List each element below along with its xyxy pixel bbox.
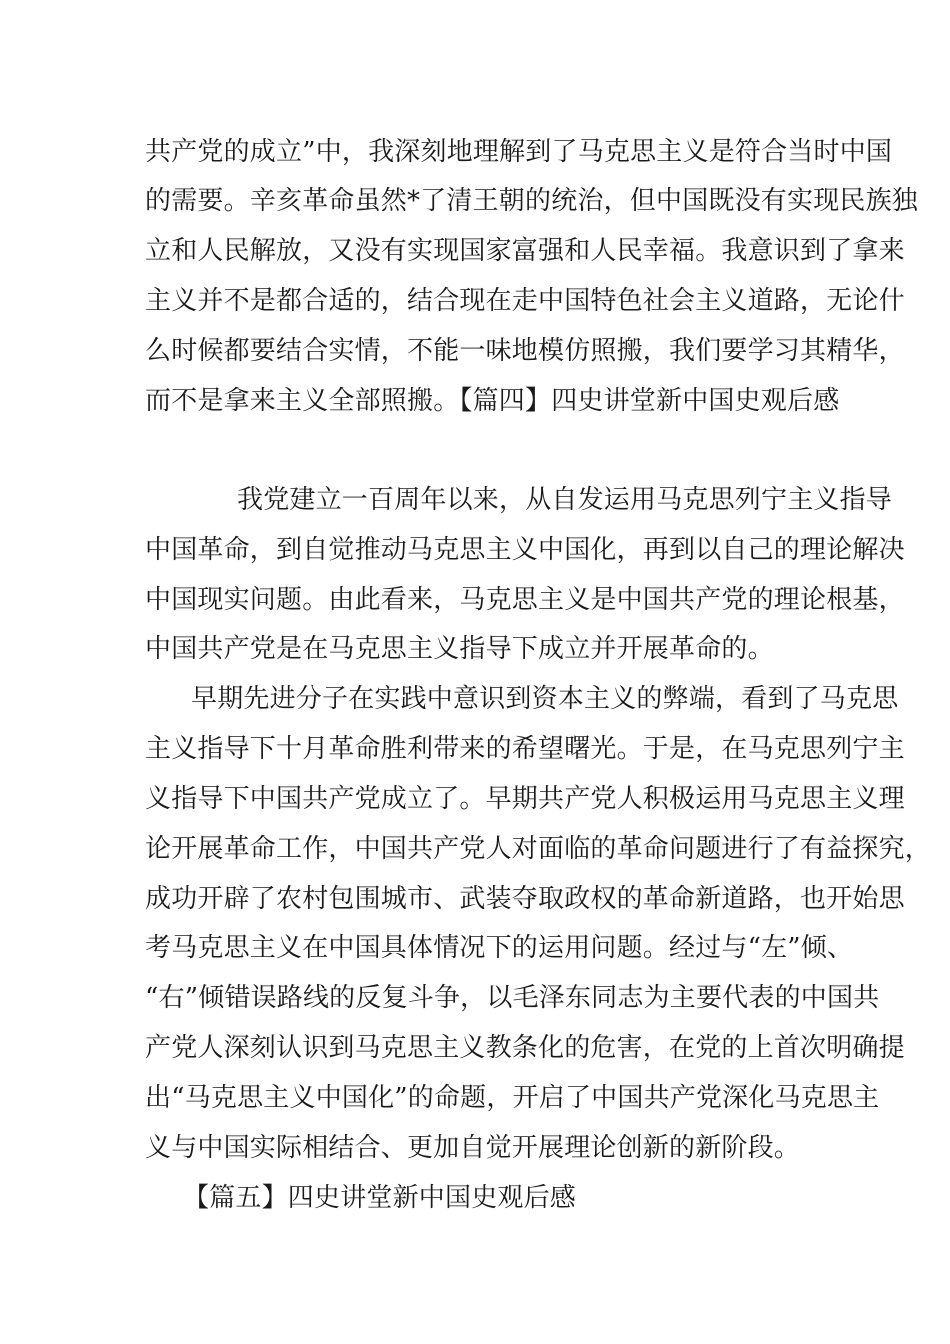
text-line: 出“马克思主义中国化”的命题，开启了中国共产党深化马克思主: [145, 1083, 880, 1113]
text-line: 中国现实问题。由此看来，马克思主义是中国共产党的理论根基，: [145, 585, 905, 615]
text-line: 主义指导下十月革命胜利带来的希望曙光。于是，在马克思列宁主: [145, 734, 905, 764]
text-line: 么时候都要结合实情，不能一味地模仿照搬，我们要学习其精华，: [145, 336, 905, 366]
text-line: 的需要。辛亥革命虽然*了清王朝的统治，但中国既没有实现民族独: [145, 186, 919, 216]
text-line: 考马克思主义在中国具体情况下的运用问题。经过与“左”倾、: [145, 933, 854, 963]
text-line: 共产党的成立”中，我深刻地理解到了马克思主义是符合当时中国: [145, 137, 893, 167]
text-line: 义指导下中国共产党成立了。早期共产党人积极运用马克思主义理: [145, 784, 905, 814]
text-line: “右”倾错误路线的反复斗争，以毛泽东同志为主要代表的中国共: [145, 983, 880, 1013]
section-heading: 【篇五】四史讲堂新中国史观后感: [183, 1183, 577, 1213]
text-line: 中国共产党是在马克思主义指导下成立并开展革命的。: [145, 634, 774, 664]
text-line: 主义并不是都合适的，结合现在走中国特色社会主义道路，无论什: [145, 286, 905, 316]
section-heading-line: 而不是拿来主义全部照搬。【篇四】四史讲堂新中国史观后感: [145, 386, 840, 416]
text-line: 产党人深刻认识到马克思主义教条化的危害，在党的上首次明确提: [145, 1033, 905, 1063]
text-line: 成功开辟了农村包围城市、武装夺取政权的革命新道路，也开始思: [145, 884, 905, 914]
text-line: 论开展革命工作，中国共产党人对面临的革命问题进行了有益探究，: [145, 834, 932, 864]
text-line: 中国革命，到自觉推动马克思主义中国化，再到以自己的理论解决: [145, 535, 905, 565]
text-line: 立和人民解放，又没有实现国家富强和人民幸福。我意识到了拿来: [145, 236, 905, 266]
paragraph-start-line: 我党建立一百周年以来，从自发运用马克思列宁主义指导: [237, 485, 893, 515]
text-line: 义与中国实际相结合、更加自觉开展理论创新的新阶段。: [145, 1133, 801, 1163]
paragraph-start-line: 早期先进分子在实践中意识到资本主义的弊端，看到了马克思: [191, 684, 899, 714]
